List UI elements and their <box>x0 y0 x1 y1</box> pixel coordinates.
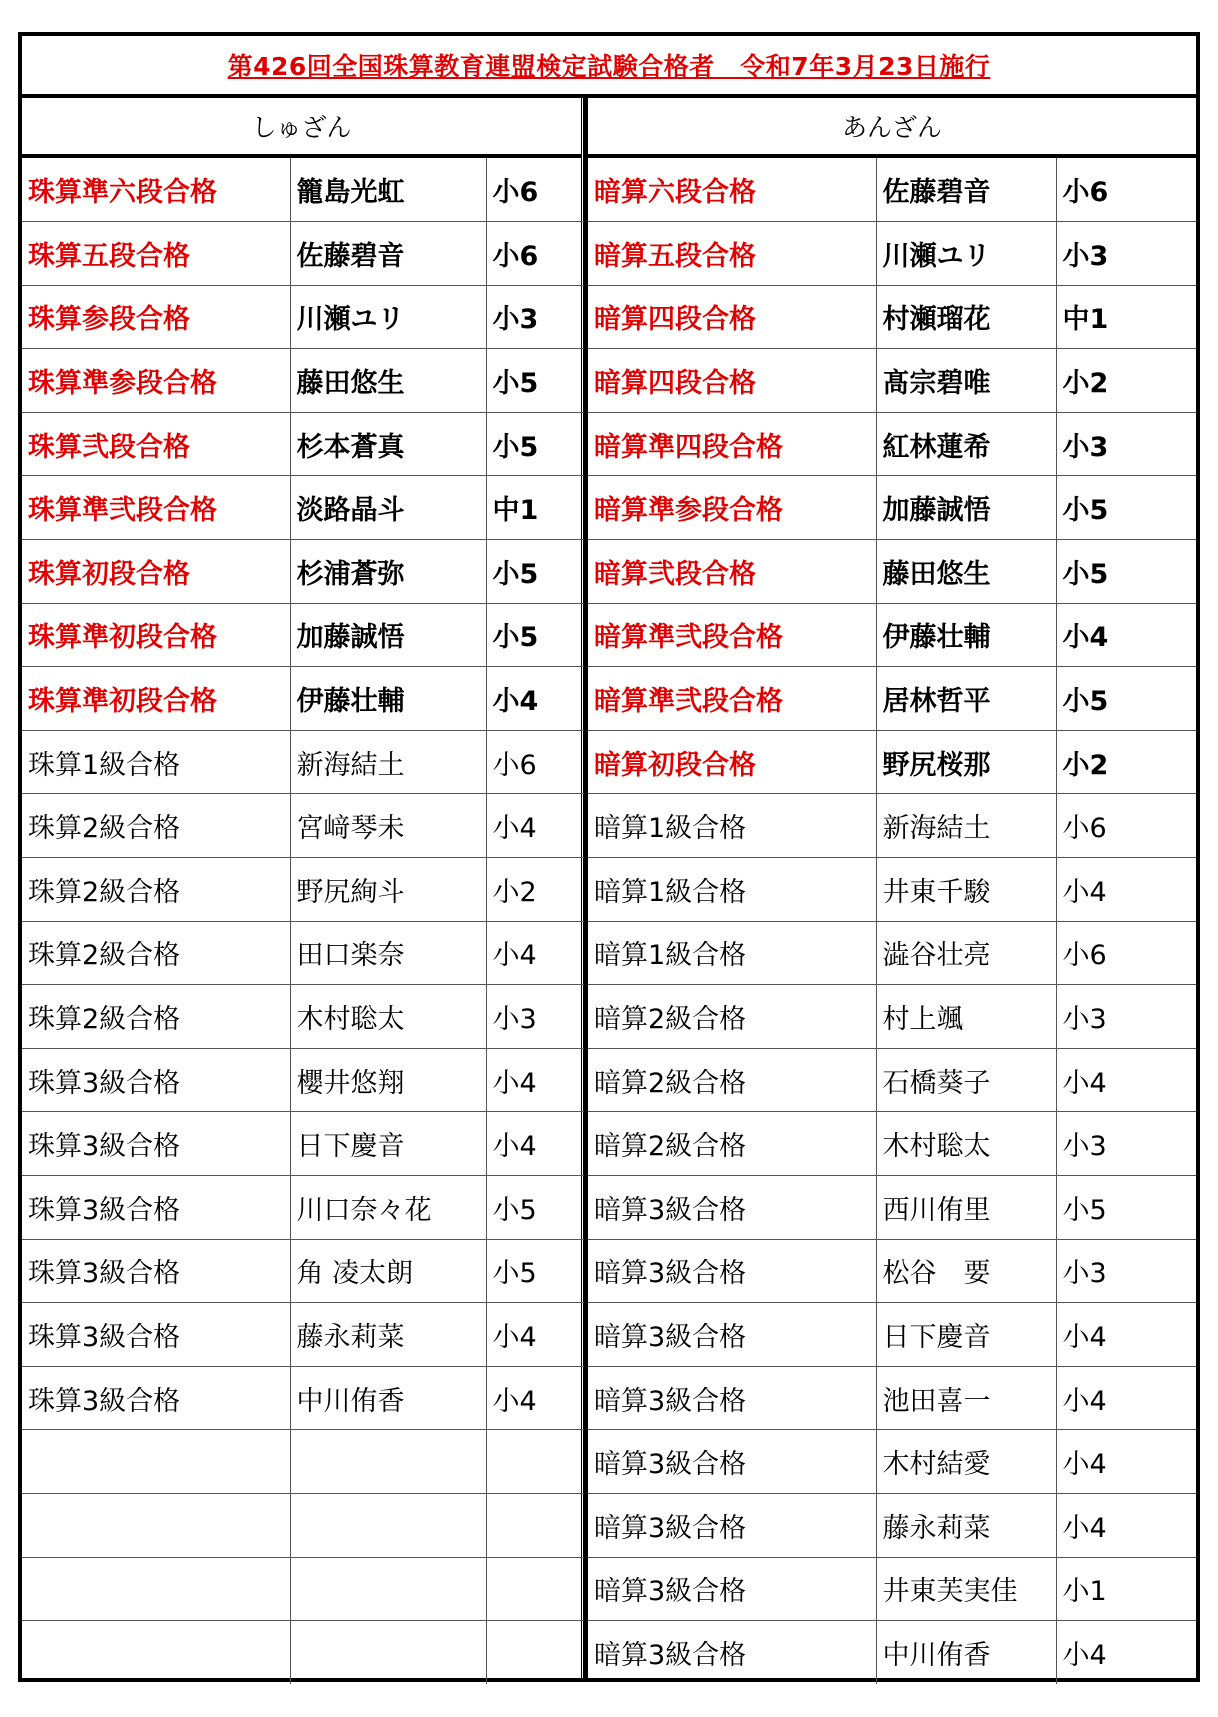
anzan-grade-cell: 暗算3級合格 <box>588 1303 876 1367</box>
anzan-name-cell: 池田喜一 <box>876 1366 1056 1430</box>
anzan-name-cell: 佐藤碧音 <box>876 158 1056 222</box>
anzan-grade-cell: 暗算2級合格 <box>588 1048 876 1112</box>
soroban-grade-cell: 珠算3級合格 <box>22 1239 290 1303</box>
anzan-year-cell: 小6 <box>1056 794 1196 858</box>
anzan-grade-cell: 暗算初段合格 <box>588 730 876 794</box>
soroban-grade-cell <box>22 1430 290 1494</box>
soroban-name-cell: 杉本蒼真 <box>290 412 486 476</box>
anzan-grade-cell: 暗算準参段合格 <box>588 476 876 540</box>
anzan-name-cell: 加藤誠悟 <box>876 476 1056 540</box>
anzan-year-cell: 小2 <box>1056 349 1196 413</box>
soroban-name-cell <box>290 1493 486 1557</box>
soroban-row <box>22 540 584 604</box>
soroban-year-cell <box>486 1430 584 1494</box>
anzan-grade-cell: 暗算準弐段合格 <box>588 603 876 667</box>
anzan-grade-cell: 暗算弐段合格 <box>588 540 876 604</box>
anzan-grade-cell: 暗算3級合格 <box>588 1557 876 1621</box>
soroban-year-cell: 小5 <box>486 603 584 667</box>
soroban-year-cell: 小4 <box>486 667 584 731</box>
soroban-grade-cell <box>22 1621 290 1685</box>
anzan-grade-cell: 暗算六段合格 <box>588 158 876 222</box>
anzan-row <box>588 921 1196 985</box>
anzan-row <box>588 1366 1196 1430</box>
anzan-year-cell: 小5 <box>1056 476 1196 540</box>
anzan-year-cell: 小4 <box>1056 1366 1196 1430</box>
anzan-year-cell: 小4 <box>1056 858 1196 922</box>
soroban-name-cell: 野尻絢斗 <box>290 858 486 922</box>
anzan-grade-cell: 暗算準弐段合格 <box>588 667 876 731</box>
soroban-row <box>22 858 584 922</box>
anzan-row <box>588 667 1196 731</box>
soroban-grade-cell: 珠算準初段合格 <box>22 603 290 667</box>
soroban-grade-cell: 珠算2級合格 <box>22 985 290 1049</box>
anzan-grade-cell: 暗算五段合格 <box>588 222 876 286</box>
soroban-row <box>22 1112 584 1176</box>
anzan-row <box>588 1303 1196 1367</box>
anzan-year-cell: 小4 <box>1056 1493 1196 1557</box>
soroban-name-cell: 日下慶音 <box>290 1112 486 1176</box>
anzan-grade-cell: 暗算3級合格 <box>588 1621 876 1685</box>
soroban-name-cell: 角 凌太朗 <box>290 1239 486 1303</box>
anzan-grade-cell: 暗算1級合格 <box>588 794 876 858</box>
soroban-year-cell: 小5 <box>486 1176 584 1240</box>
anzan-grade-cell: 暗算3級合格 <box>588 1239 876 1303</box>
anzan-name-cell: 石橋葵子 <box>876 1048 1056 1112</box>
soroban-name-cell: 杉浦蒼弥 <box>290 540 486 604</box>
anzan-row <box>588 1239 1196 1303</box>
soroban-year-cell: 小4 <box>486 1112 584 1176</box>
soroban-row <box>22 603 584 667</box>
anzan-grade-cell: 暗算1級合格 <box>588 921 876 985</box>
anzan-table <box>588 158 1196 1684</box>
soroban-year-cell: 小4 <box>486 1366 584 1430</box>
soroban-year-cell: 小6 <box>486 730 584 794</box>
soroban-header: しゅざん <box>22 98 581 158</box>
soroban-name-cell: 新海結土 <box>290 730 486 794</box>
anzan-name-cell: 村瀬瑠花 <box>876 285 1056 349</box>
anzan-grade-cell: 暗算2級合格 <box>588 1112 876 1176</box>
soroban-row <box>22 1176 584 1240</box>
soroban-year-cell: 中1 <box>486 476 584 540</box>
anzan-row <box>588 1176 1196 1240</box>
anzan-name-cell: 西川侑里 <box>876 1176 1056 1240</box>
anzan-row <box>588 222 1196 286</box>
soroban-row <box>22 1557 584 1621</box>
anzan-name-cell: 居林哲平 <box>876 667 1056 731</box>
anzan-year-cell: 小3 <box>1056 1112 1196 1176</box>
soroban-row <box>22 985 584 1049</box>
soroban-name-cell: 川瀬ユリ <box>290 285 486 349</box>
soroban-year-cell: 小6 <box>486 222 584 286</box>
soroban-row <box>22 476 584 540</box>
soroban-name-cell: 加藤誠悟 <box>290 603 486 667</box>
soroban-year-cell: 小5 <box>486 1239 584 1303</box>
soroban-panel <box>22 98 584 1678</box>
soroban-row <box>22 1303 584 1367</box>
anzan-row <box>588 730 1196 794</box>
anzan-name-cell: 伊藤壮輔 <box>876 603 1056 667</box>
anzan-year-cell: 小2 <box>1056 730 1196 794</box>
soroban-grade-cell: 珠算準参段合格 <box>22 349 290 413</box>
anzan-grade-cell: 暗算準四段合格 <box>588 412 876 476</box>
soroban-grade-cell: 珠算初段合格 <box>22 540 290 604</box>
anzan-row <box>588 794 1196 858</box>
anzan-name-cell: 川瀬ユリ <box>876 222 1056 286</box>
soroban-grade-cell: 珠算3級合格 <box>22 1366 290 1430</box>
anzan-name-cell: 野尻桜那 <box>876 730 1056 794</box>
soroban-year-cell <box>486 1621 584 1685</box>
anzan-name-cell: 髙宗碧唯 <box>876 349 1056 413</box>
soroban-row <box>22 285 584 349</box>
anzan-year-cell: 小6 <box>1056 921 1196 985</box>
soroban-year-cell: 小2 <box>486 858 584 922</box>
anzan-name-cell: 村上颯 <box>876 985 1056 1049</box>
anzan-name-cell: 木村結愛 <box>876 1430 1056 1494</box>
soroban-grade-cell: 珠算1級合格 <box>22 730 290 794</box>
anzan-grade-cell: 暗算3級合格 <box>588 1430 876 1494</box>
anzan-row <box>588 985 1196 1049</box>
anzan-grade-cell: 暗算四段合格 <box>588 349 876 413</box>
soroban-year-cell: 小3 <box>486 285 584 349</box>
anzan-row <box>588 1621 1196 1685</box>
soroban-row <box>22 158 584 222</box>
anzan-row <box>588 412 1196 476</box>
anzan-row <box>588 540 1196 604</box>
soroban-grade-cell: 珠算2級合格 <box>22 858 290 922</box>
anzan-row <box>588 349 1196 413</box>
anzan-row <box>588 1048 1196 1112</box>
anzan-year-cell: 小5 <box>1056 1176 1196 1240</box>
anzan-name-cell: 紅林蓮希 <box>876 412 1056 476</box>
anzan-year-cell: 小6 <box>1056 158 1196 222</box>
soroban-grade-cell: 珠算準初段合格 <box>22 667 290 731</box>
soroban-grade-cell: 珠算3級合格 <box>22 1112 290 1176</box>
anzan-name-cell: 藤田悠生 <box>876 540 1056 604</box>
anzan-name-cell: 澁谷壮亮 <box>876 921 1056 985</box>
soroban-name-cell: 藤田悠生 <box>290 349 486 413</box>
anzan-header: あんざん <box>588 98 1196 158</box>
anzan-row <box>588 603 1196 667</box>
soroban-grade-cell: 珠算弐段合格 <box>22 412 290 476</box>
soroban-year-cell <box>486 1493 584 1557</box>
anzan-row <box>588 1493 1196 1557</box>
anzan-year-cell: 中1 <box>1056 285 1196 349</box>
anzan-name-cell: 井東芙実佳 <box>876 1557 1056 1621</box>
anzan-grade-cell: 暗算1級合格 <box>588 858 876 922</box>
anzan-row <box>588 1430 1196 1494</box>
anzan-name-cell: 井東千駿 <box>876 858 1056 922</box>
soroban-name-cell: 藤永莉菜 <box>290 1303 486 1367</box>
soroban-year-cell: 小4 <box>486 921 584 985</box>
anzan-year-cell: 小3 <box>1056 1239 1196 1303</box>
soroban-row <box>22 1621 584 1685</box>
soroban-row <box>22 1239 584 1303</box>
title-bar <box>22 36 1196 98</box>
soroban-grade-cell: 珠算2級合格 <box>22 921 290 985</box>
soroban-year-cell: 小6 <box>486 158 584 222</box>
anzan-grade-cell: 暗算3級合格 <box>588 1493 876 1557</box>
anzan-year-cell: 小1 <box>1056 1557 1196 1621</box>
soroban-grade-cell: 珠算準弐段合格 <box>22 476 290 540</box>
anzan-panel <box>588 98 1196 1678</box>
soroban-row <box>22 222 584 286</box>
anzan-name-cell: 中川侑香 <box>876 1621 1056 1685</box>
anzan-year-cell: 小4 <box>1056 1430 1196 1494</box>
soroban-name-cell: 田口楽奈 <box>290 921 486 985</box>
anzan-name-cell: 日下慶音 <box>876 1303 1056 1367</box>
anzan-name-cell: 松谷 要 <box>876 1239 1056 1303</box>
soroban-year-cell: 小5 <box>486 540 584 604</box>
soroban-row <box>22 794 584 858</box>
soroban-name-cell: 淡路晶斗 <box>290 476 486 540</box>
anzan-name-cell: 藤永莉菜 <box>876 1493 1056 1557</box>
soroban-grade-cell <box>22 1493 290 1557</box>
soroban-name-cell: 櫻井悠翔 <box>290 1048 486 1112</box>
anzan-year-cell: 小4 <box>1062 1640 1107 1672</box>
soroban-name-cell <box>290 1621 486 1685</box>
soroban-year-cell: 小5 <box>486 412 584 476</box>
anzan-name-cell: 新海結土 <box>876 794 1056 858</box>
soroban-name-cell: 中川侑香 <box>290 1366 486 1430</box>
soroban-grade-cell: 珠算3級合格 <box>22 1048 290 1112</box>
anzan-year-cell: 小4 <box>1056 1303 1196 1367</box>
page-title: 第426回全国珠算教育連盟検定試験合格者 令和7年3月23日施行 <box>227 52 991 81</box>
soroban-name-cell: 宮﨑琴未 <box>290 794 486 858</box>
anzan-year-cell: 小5 <box>1056 540 1196 604</box>
soroban-row <box>22 1048 584 1112</box>
soroban-row <box>22 1493 584 1557</box>
soroban-table <box>22 158 584 1684</box>
soroban-row <box>22 667 584 731</box>
anzan-year-cell: 小4 <box>1056 603 1196 667</box>
soroban-row <box>22 921 584 985</box>
soroban-name-cell <box>290 1430 486 1494</box>
soroban-row <box>22 1366 584 1430</box>
soroban-name-cell: 籠島光虹 <box>290 158 486 222</box>
results-sheet <box>18 32 1200 1682</box>
soroban-grade-cell <box>22 1557 290 1621</box>
soroban-name-cell: 伊藤壮輔 <box>290 667 486 731</box>
anzan-row <box>588 476 1196 540</box>
anzan-year-cell: 小3 <box>1056 412 1196 476</box>
anzan-year-cell: 小4 <box>1056 1048 1196 1112</box>
soroban-row <box>22 412 584 476</box>
soroban-grade-cell: 珠算3級合格 <box>22 1176 290 1240</box>
anzan-year-cell: 小3 <box>1056 985 1196 1049</box>
soroban-year-cell: 小5 <box>486 349 584 413</box>
anzan-grade-cell: 暗算3級合格 <box>588 1366 876 1430</box>
anzan-row <box>588 285 1196 349</box>
soroban-year-cell: 小3 <box>486 985 584 1049</box>
anzan-year-cell: 小5 <box>1056 667 1196 731</box>
soroban-row <box>22 730 584 794</box>
soroban-year-cell: 小4 <box>486 1303 584 1367</box>
soroban-grade-cell: 珠算3級合格 <box>22 1303 290 1367</box>
soroban-name-cell: 佐藤碧音 <box>290 222 486 286</box>
anzan-year-cell: 小3 <box>1056 222 1196 286</box>
anzan-row <box>588 1112 1196 1176</box>
soroban-grade-cell: 珠算2級合格 <box>22 794 290 858</box>
soroban-year-cell: 小4 <box>486 1048 584 1112</box>
anzan-grade-cell: 暗算2級合格 <box>588 985 876 1049</box>
soroban-row <box>22 1430 584 1494</box>
soroban-grade-cell: 珠算参段合格 <box>22 285 290 349</box>
soroban-name-cell: 木村聡太 <box>290 985 486 1049</box>
soroban-grade-cell: 珠算五段合格 <box>22 222 290 286</box>
anzan-row <box>588 158 1196 222</box>
anzan-row <box>588 858 1196 922</box>
anzan-name-cell: 木村聡太 <box>876 1112 1056 1176</box>
anzan-grade-cell: 暗算3級合格 <box>588 1176 876 1240</box>
soroban-name-cell <box>290 1557 486 1621</box>
soroban-year-cell <box>486 1557 584 1621</box>
soroban-name-cell: 川口奈々花 <box>290 1176 486 1240</box>
anzan-grade-cell: 暗算四段合格 <box>588 285 876 349</box>
soroban-year-cell: 小4 <box>486 794 584 858</box>
anzan-row <box>588 1557 1196 1621</box>
soroban-grade-cell: 珠算準六段合格 <box>22 158 290 222</box>
soroban-row <box>22 349 584 413</box>
